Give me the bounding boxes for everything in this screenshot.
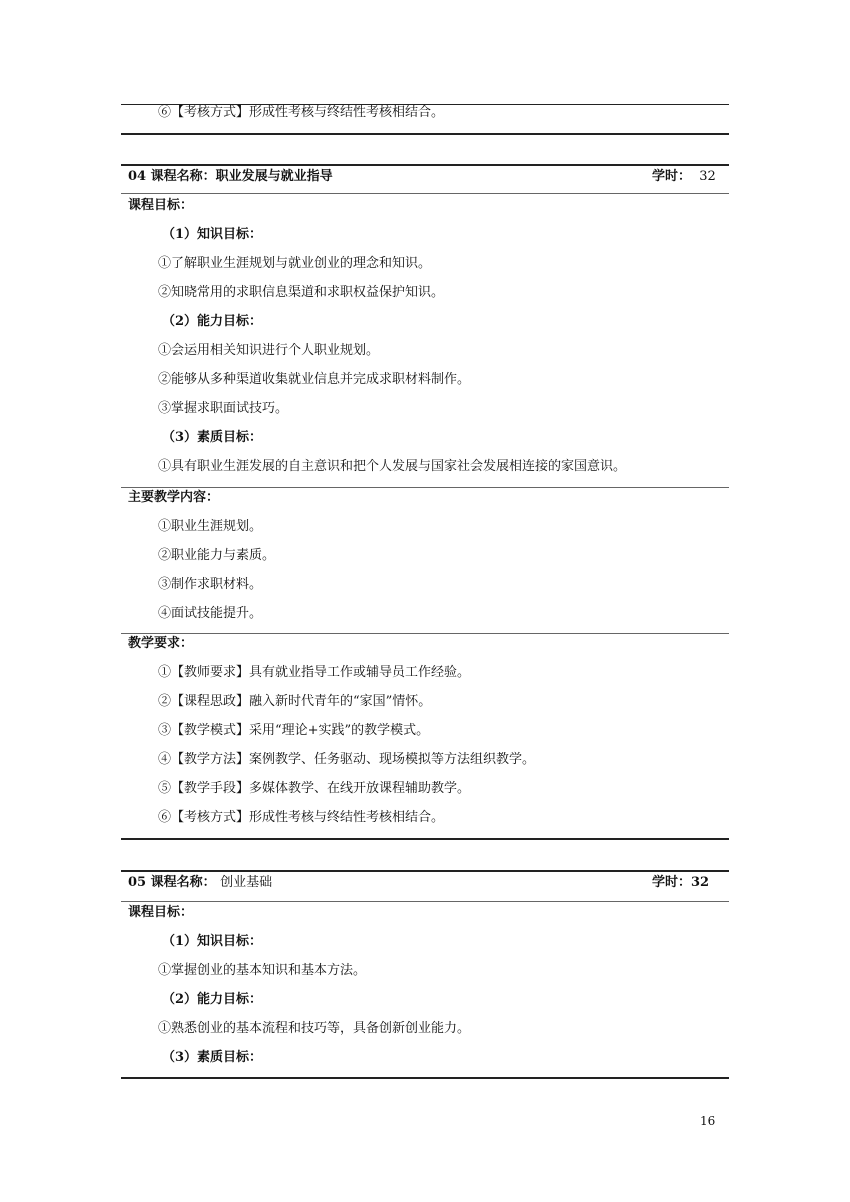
course04-knowledge-item: ②知晓常用的求职信息渠道和求职权益保护知识。 (158, 285, 445, 300)
page-number: 16 (700, 1114, 716, 1128)
course05-hours (652, 874, 709, 892)
course04-title-name: 职业发展与就业指导 (215, 169, 333, 184)
course04-content-item: ①职业生涯规划。 (158, 519, 263, 534)
course04-title-prefix: 04 课程名称： (128, 169, 216, 184)
course05-hours-value: 32 (691, 875, 710, 890)
course04-knowledge-heading: （1）知识目标： (162, 227, 263, 242)
course05-knowledge-heading: （1）知识目标： (162, 934, 263, 949)
course05-knowledge-item: ①掌握创业的基本知识和基本方法。 (158, 963, 367, 978)
course04-req-item: ③【教学模式】采用“理论+实践”的教学模式。 (158, 723, 430, 738)
course05-title-rule (121, 901, 729, 902)
course04-req-item: ⑤【教学手段】多媒体教学、在线开放课程辅助教学。 (158, 781, 471, 796)
course04-knowledge-item: ①了解职业生涯规划与就业创业的理念和知识。 (158, 256, 432, 271)
course04-content-item: ③制作求职材料。 (158, 577, 263, 592)
course04-goals-rule (121, 487, 729, 488)
course05-title-name: 创业基础 (220, 875, 273, 890)
course04-req-item: ②【课程思政】融入新时代青年的“家国”情怀。 (158, 694, 432, 709)
course04-top-rule (121, 164, 729, 166)
course04-ability-item: ①会运用相关知识进行个人职业规划。 (158, 343, 380, 358)
course04-content-item: ②职业能力与素质。 (158, 548, 276, 563)
course05-title (128, 874, 272, 892)
course04-hours (652, 168, 716, 186)
course04-title-rule (121, 193, 729, 194)
course05-bottom-rule (121, 1077, 729, 1079)
course05-ability-heading: （2）能力目标： (162, 992, 263, 1007)
course04-quality-item: ①具有职业生涯发展的自主意识和把个人发展与国家社会发展相连接的家国意识。 (158, 459, 627, 474)
top-item-6: ⑥【考核方式】形成性考核与终结性考核相结合。 (158, 105, 445, 120)
course05-quality-heading: （3）素质目标： (162, 1050, 263, 1065)
course04-quality-heading: （3）素质目标： (162, 430, 263, 445)
course05-ability-item: ①熟悉创业的基本流程和技巧等，具备创新创业能力。 (158, 1021, 471, 1036)
course05-title-prefix: 05 课程名称： (128, 875, 216, 890)
course04-ability-item: ②能够从多种渠道收集就业信息并完成求职材料制作。 (158, 372, 471, 387)
course04-ability-item: ③掌握求职面试技巧。 (158, 401, 289, 416)
course04-req-item: ④【教学方法】案例教学、任务驱动、现场模拟等方法组织教学。 (158, 752, 536, 767)
course04-title (128, 168, 333, 186)
course04-hours-label: 学时： (652, 169, 692, 184)
top-block-bottom-rule (121, 133, 729, 135)
course04-content-item: ④面试技能提升。 (158, 606, 263, 621)
course04-content-rule (121, 633, 729, 634)
course04-ability-heading: （2）能力目标： (162, 314, 263, 329)
course04-req-heading: 教学要求： (128, 636, 194, 651)
course05-hours-label: 学时： (652, 875, 692, 890)
course04-goals-heading: 课程目标： (128, 198, 194, 213)
course04-req-item: ①【教师要求】具有就业指导工作或辅导员工作经验。 (158, 665, 471, 680)
course04-hours-value: 32 (699, 169, 716, 184)
course05-top-rule (121, 870, 729, 872)
course04-content-heading: 主要教学内容： (128, 490, 220, 505)
course04-bottom-rule (121, 838, 729, 840)
course05-goals-heading: 课程目标： (128, 905, 194, 920)
course04-req-item: ⑥【考核方式】形成性考核与终结性考核相结合。 (158, 810, 445, 825)
